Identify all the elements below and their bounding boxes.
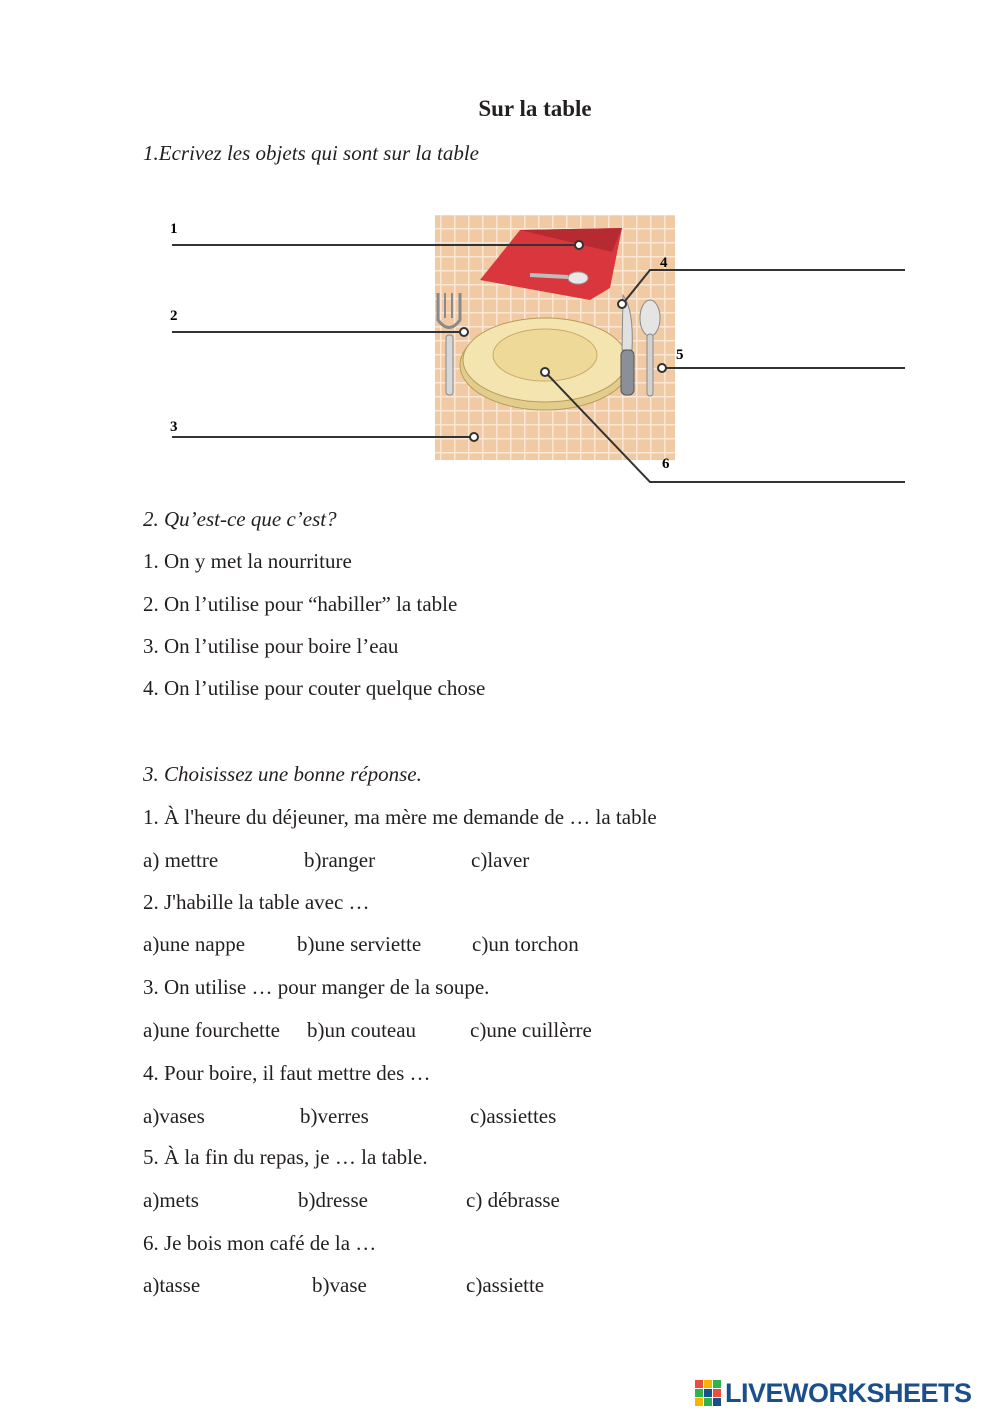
option-a: a)mets	[143, 1188, 199, 1212]
plate	[460, 318, 630, 410]
logo-grid-icon	[695, 1380, 721, 1406]
label-6: 6	[662, 456, 670, 472]
logo-text-live: LIVE	[725, 1377, 784, 1408]
table-setting-figure	[160, 200, 910, 490]
section3-heading: 3. Choisissez une bonne réponse.	[143, 762, 422, 786]
option-c: c)laver	[471, 848, 530, 872]
option-b: b)une serviette	[297, 932, 422, 956]
option-c: c)un torchon	[472, 932, 579, 956]
label-5: 5	[676, 347, 684, 363]
definition-item: 2. On l’utilise pour “habiller” la table	[143, 592, 458, 616]
option-a: a)vases	[143, 1104, 205, 1128]
option-b: b)ranger	[304, 848, 376, 872]
option-c: c)assiettes	[470, 1104, 557, 1128]
definition-item: 3. On l’utilise pour boire l’eau	[143, 634, 399, 658]
option-b: b)un couteau	[307, 1018, 417, 1042]
option-a: a)une nappe	[143, 932, 246, 956]
question: 3. On utilise … pour manger de la soupe.	[143, 975, 490, 999]
label-4: 4	[660, 255, 668, 271]
option-c: c)assiette	[466, 1273, 545, 1297]
logo-text-worksheets: WORKSHEETS	[783, 1377, 972, 1408]
option-b: b)vase	[312, 1273, 367, 1297]
section1-heading: 1.Ecrivez les objets qui sont sur la table	[143, 141, 479, 165]
label-1: 1	[170, 221, 178, 237]
option-b: b)verres	[300, 1104, 369, 1128]
option-c: c)une cuillèrre	[470, 1018, 592, 1042]
option-a: a) mettre	[143, 848, 219, 872]
option-a: a)tasse	[143, 1273, 201, 1297]
question: 1. À l'heure du déjeuner, ma mère me demande de … la table	[143, 805, 657, 829]
liveworksheets-logo	[695, 1376, 972, 1410]
label-2: 2	[170, 308, 178, 324]
question: 5. À la fin du repas, je … la table.	[143, 1145, 428, 1169]
definition-item: 1. On y met la nourriture	[143, 549, 352, 573]
question: 4. Pour boire, il faut mettre des …	[143, 1061, 431, 1085]
question: 2. J'habille la table avec …	[143, 890, 370, 914]
definition-item: 4. On l’utilise pour couter quelque chose	[143, 676, 486, 700]
section2-heading: 2. Qu’est-ce que c’est?	[143, 507, 337, 531]
question: 6. Je bois mon café de la …	[143, 1231, 377, 1255]
label-3: 3	[170, 419, 178, 435]
option-b: b)dresse	[298, 1188, 368, 1212]
option-a: a)une fourchette	[143, 1018, 281, 1042]
page-title: Sur la table	[478, 96, 592, 121]
option-c: c) débrasse	[466, 1188, 560, 1212]
